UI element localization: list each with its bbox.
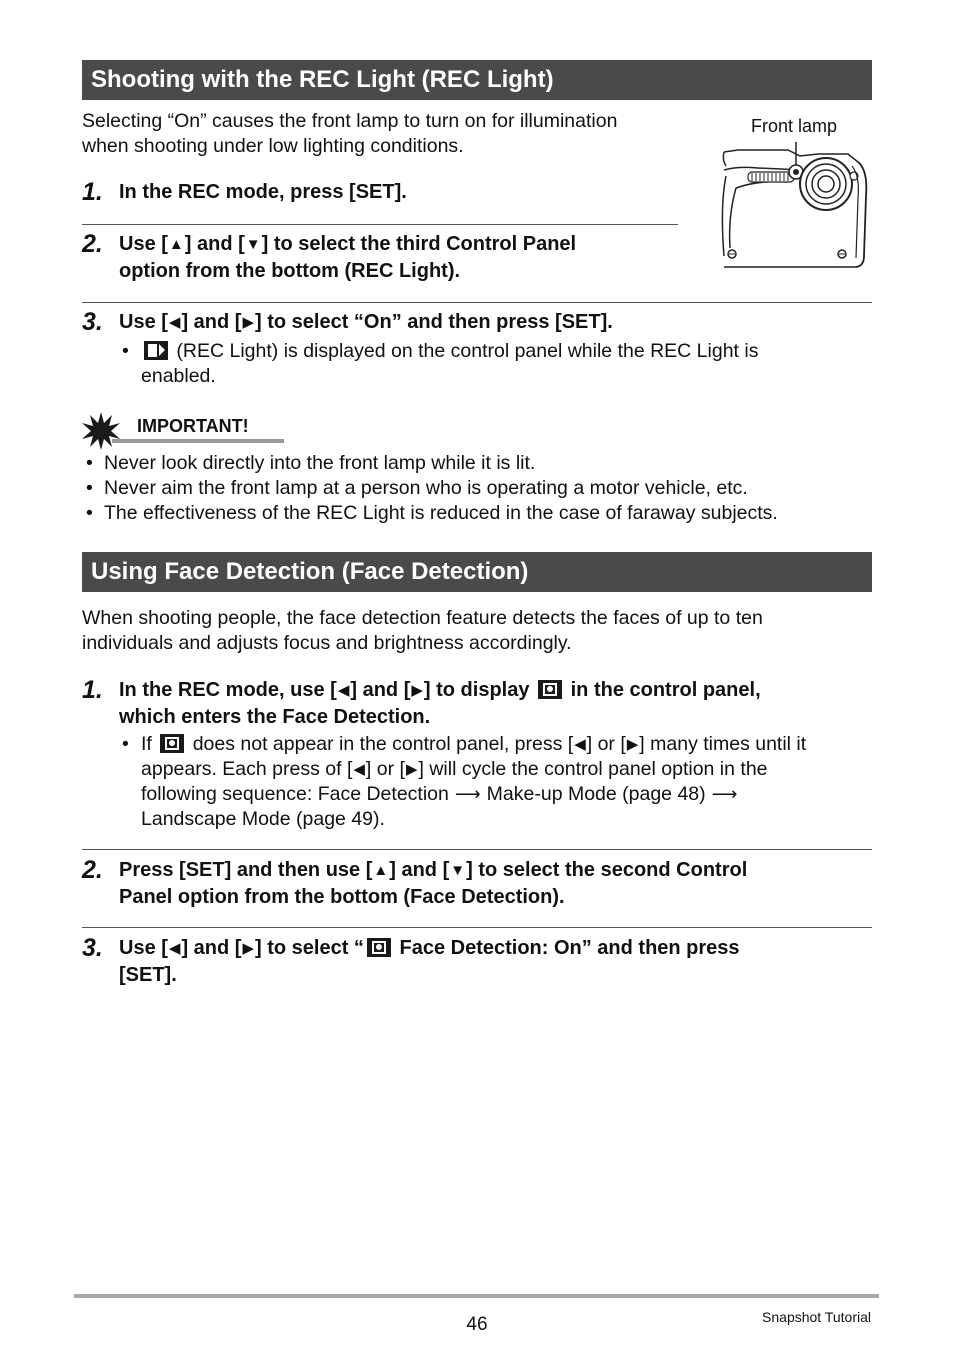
step-number: 3.	[82, 934, 103, 962]
page-number: 46	[466, 1314, 488, 1335]
figure-label-front-lamp: Front lamp	[751, 116, 838, 136]
left-arrow-icon: ◀	[353, 761, 365, 778]
face-step-1-text: In the REC mode, use [◀] and [▶] to display in the control panel, which enters the Face Detection.	[119, 679, 761, 728]
step-number: 2.	[82, 856, 103, 884]
rec-step-2-text: Use [▲] and [▼] to select the third Control Panel option from the bottom (REC Light).	[119, 233, 577, 282]
left-arrow-icon: ◀	[337, 682, 350, 699]
camera-front-illustration	[718, 136, 870, 272]
left-arrow-icon: ◀	[574, 736, 586, 753]
divider	[82, 302, 872, 303]
face-step-1-note: • If does not appear in the control panel, press [◀] or [▶] many times until it appears. Each press of [◀] or [▶] will cycle the control panel option in the following sequence: Face Detection ⟶ Make-up Mode (page 48) ⟶ Landscape Mode (page 49).	[122, 733, 807, 830]
left-arrow-icon: ◀	[168, 314, 181, 331]
step-number: 2.	[82, 230, 103, 258]
down-arrow-icon: ▼	[245, 236, 261, 253]
step-number: 1.	[82, 676, 103, 704]
section-title-rec-light: Shooting with the REC Light (REC Light)	[82, 60, 872, 100]
rec-light-icon	[144, 341, 168, 360]
important-burst-icon	[82, 412, 120, 450]
rec-light-intro: Selecting “On” causes the front lamp to turn on for illumination when shooting under low lighting conditions.	[82, 110, 618, 157]
left-arrow-icon: ◀	[168, 940, 181, 957]
up-arrow-icon: ▲	[168, 236, 184, 253]
face-step-3-text: Use [◀] and [▶] to select “ Face Detection: On” and then press [SET].	[119, 937, 740, 986]
divider	[82, 224, 678, 225]
right-arrow-icon: ▶	[242, 940, 254, 957]
divider	[82, 927, 872, 928]
section-title-face-detection: Using Face Detection (Face Detection)	[82, 552, 872, 592]
face-detection-icon	[160, 734, 184, 753]
important-label: IMPORTANT!	[137, 416, 249, 436]
right-arrow-icon: ▶	[626, 736, 639, 753]
step-number: 3.	[82, 308, 103, 336]
right-arrow-icon: ▶	[411, 682, 423, 699]
face-detection-intro: When shooting people, the face detection feature detects the faces of up to ten individuals and adjusts focus and brightness accordingly.	[82, 607, 763, 654]
face-step-2-text: Press [SET] and then use [▲] and [▼] to select the second Control Panel option from the bottom (Face Detection).	[119, 859, 748, 908]
rec-step-3-text: Use [◀] and [▶] to select “On” and then press [SET].	[119, 309, 613, 336]
face-detection-icon	[367, 938, 391, 957]
rec-step-3-note: • (REC Light) is displayed on the control panel while the REC Light is enabled.	[122, 340, 759, 387]
right-arrow-icon: ▶	[242, 314, 254, 331]
important-item: • Never aim the front lamp at a person who is operating a motor vehicle, etc.	[86, 477, 748, 499]
important-item: • The effectiveness of the REC Light is reduced in the case of faraway subjects.	[86, 502, 778, 524]
down-arrow-icon: ▼	[450, 862, 466, 879]
footer-chapter: Snapshot Tutorial	[762, 1309, 871, 1325]
up-arrow-icon: ▲	[373, 862, 389, 879]
face-detection-icon	[538, 680, 562, 699]
rec-step-1-text: In the REC mode, press [SET].	[119, 181, 407, 203]
footer-rule	[74, 1294, 879, 1298]
sequence-arrow-icon: ⟶	[711, 784, 738, 804]
right-arrow-icon: ▶	[405, 761, 418, 778]
sequence-arrow-icon: ⟶	[454, 784, 481, 804]
divider	[82, 849, 872, 850]
important-underline	[112, 439, 284, 443]
important-item: • Never look directly into the front lamp while it is lit.	[86, 452, 536, 474]
step-number: 1.	[82, 178, 103, 206]
